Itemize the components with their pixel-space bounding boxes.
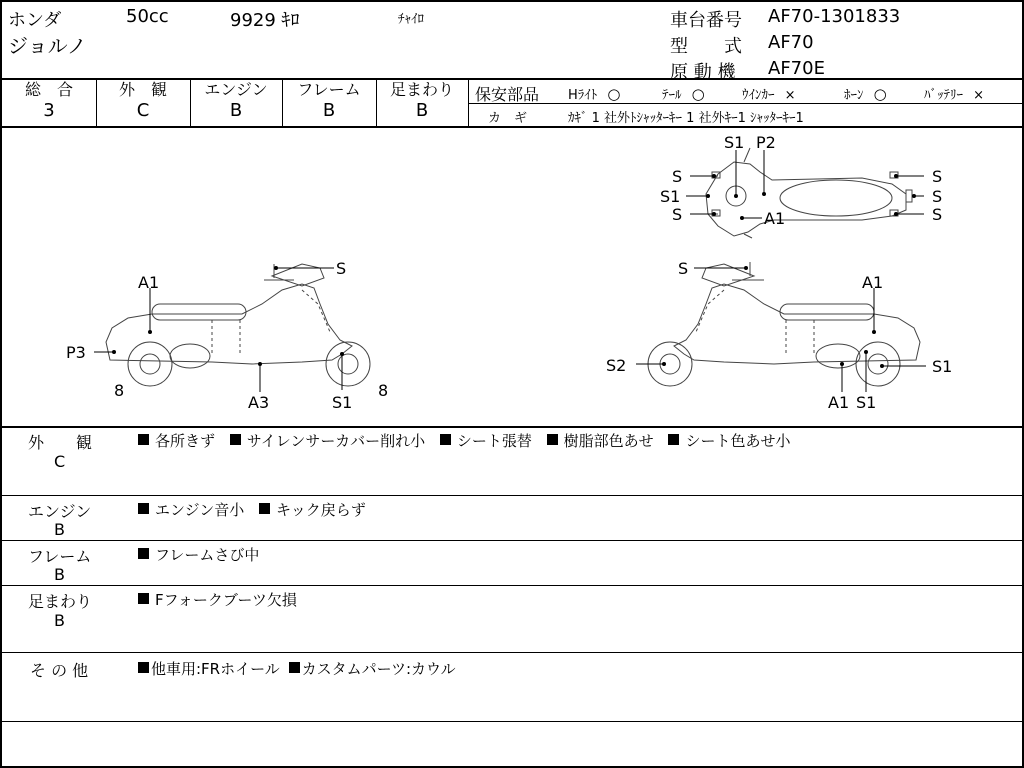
safety-item-mark: ○ — [691, 85, 705, 103]
divider — [2, 495, 1024, 496]
remark-title: エンジン — [28, 502, 92, 521]
remark-item: エンジン音小 — [155, 501, 245, 519]
diagram-label: P2 — [756, 133, 776, 152]
grade-suspension — [376, 80, 468, 122]
remark-grade: C — [54, 452, 66, 471]
mileage: 9929 ｷﾛ — [230, 10, 300, 31]
safety-item-tail — [662, 84, 705, 103]
key-label: カ ギ — [488, 111, 528, 126]
remark-items-other — [138, 658, 466, 679]
diagram-label: S — [932, 187, 943, 206]
remark-item: サイレンサーカバー削れ小 — [246, 432, 426, 450]
divider — [2, 721, 1024, 722]
divider — [190, 79, 191, 127]
remark-title: 外 観 — [28, 433, 93, 452]
safety-item-mark: × — [784, 88, 796, 103]
diagram-label: P3 — [66, 343, 86, 362]
remark-items-exterior — [138, 430, 800, 451]
grade-label: フレーム — [297, 80, 361, 99]
safety-item-name: Hﾗｲﾄ — [568, 88, 598, 103]
safety-item-name: ﾃｰﾙ — [662, 88, 682, 103]
remark-item: 各所きず — [155, 432, 216, 450]
maker: ホンダ — [8, 10, 62, 31]
diagram-label: 8 — [114, 381, 125, 400]
remark-item: 他車用:FRホイール — [151, 660, 280, 678]
type-label: 型 式 — [670, 36, 742, 57]
remark-title: 足まわり — [28, 592, 93, 611]
frame-no: AF70-1301833 — [768, 6, 901, 27]
remark-grade: B — [54, 520, 65, 539]
safety-item-headlight — [568, 84, 621, 103]
grade-engine — [190, 80, 282, 122]
remark-grade: B — [54, 565, 65, 584]
diagram-label: S1 — [332, 393, 353, 412]
safety-item-mark: ○ — [607, 85, 621, 103]
diagram-label: A1 — [764, 209, 786, 228]
remark-item: キック戻らず — [276, 501, 366, 519]
diagram-label: A1 — [862, 273, 884, 292]
remark-item: 樹脂部色あせ — [563, 432, 654, 450]
diagram-label: S — [932, 205, 943, 224]
remark-title: そ の 他 — [30, 661, 89, 680]
type-value: AF70 — [768, 32, 814, 53]
grade-value: B — [415, 100, 429, 121]
diagram-label: S1 — [932, 357, 953, 376]
diagram-label: S — [336, 259, 347, 278]
remark-items-engine — [138, 499, 376, 520]
color: ﾁｬｲﾛ — [398, 12, 424, 27]
grade-label: 足まわり — [389, 80, 454, 99]
divider — [2, 652, 1024, 653]
damage-diagram — [2, 128, 1022, 426]
grade-value: B — [322, 100, 336, 121]
divider — [468, 103, 1024, 104]
key-text: ｶｷﾞ 1 社外ﾄｼｬｯﾀｰｷｰ 1 社外ｷｰ1 ｼｬｯﾀｰｷｰ1 — [568, 111, 804, 126]
divider — [376, 79, 377, 127]
displacement: 50cc — [126, 6, 169, 27]
diagram-label: 8 — [378, 381, 389, 400]
diagram-label: S2 — [606, 356, 627, 375]
divider — [282, 79, 283, 127]
grade-frame — [282, 80, 376, 122]
diagram-label: S1 — [856, 393, 877, 412]
safety-item-mark: × — [973, 88, 985, 103]
diagram-label: A1 — [828, 393, 850, 412]
remark-item: シート色あせ小 — [685, 432, 791, 450]
engine-label: 原 動 機 — [670, 62, 736, 83]
diagram-label: A3 — [248, 393, 270, 412]
divider — [2, 585, 1024, 586]
remark-item: Fフォークブーツ欠損 — [155, 591, 297, 609]
diagram-label: S — [932, 167, 943, 186]
leader-lines — [94, 150, 926, 392]
safety-item-horn — [844, 84, 887, 103]
safety-label: 保安部品 — [475, 85, 540, 104]
top-view-outline — [706, 148, 912, 238]
grade-label: 外 観 — [118, 80, 167, 99]
safety-item-winker — [742, 84, 796, 103]
safety-item-name: ﾎｰﾝ — [844, 88, 864, 103]
remark-items-suspension — [138, 589, 307, 610]
remark-items-frame — [138, 544, 269, 565]
grade-label: 総 合 — [24, 80, 73, 99]
model-name: ジョルノ — [8, 34, 87, 58]
diagram-label: S — [678, 259, 689, 278]
divider — [96, 79, 97, 127]
safety-item-mark: ○ — [873, 85, 887, 103]
diagram-label: S — [672, 167, 683, 186]
remark-item: フレームさび中 — [155, 546, 260, 564]
grade-exterior — [96, 80, 190, 122]
divider — [2, 426, 1024, 428]
grade-value: B — [229, 100, 243, 121]
safety-item-name: ｳｲﾝｶｰ — [742, 88, 775, 103]
remark-item: シート張替 — [456, 432, 532, 450]
divider — [2, 540, 1024, 541]
engine-value: AF70E — [768, 58, 825, 79]
remark-grade: B — [54, 611, 65, 630]
grade-label: エンジン — [204, 80, 268, 99]
frame-no-label: 車台番号 — [670, 10, 742, 31]
diagram-label: S — [672, 205, 683, 224]
grade-overall — [2, 80, 96, 122]
diagram-label: S1 — [724, 133, 745, 152]
diagram-label: A1 — [138, 273, 160, 292]
safety-item-name: ﾊﾞｯﾃﾘｰ — [924, 88, 963, 103]
remark-item: カスタムパーツ:カウル — [301, 660, 456, 678]
remark-title: フレーム — [28, 547, 92, 566]
diagram-label: S1 — [660, 187, 681, 206]
leader-dots — [112, 174, 916, 368]
safety-item-battery — [924, 84, 984, 103]
grade-value: 3 — [43, 100, 55, 121]
grade-value: C — [136, 100, 150, 121]
